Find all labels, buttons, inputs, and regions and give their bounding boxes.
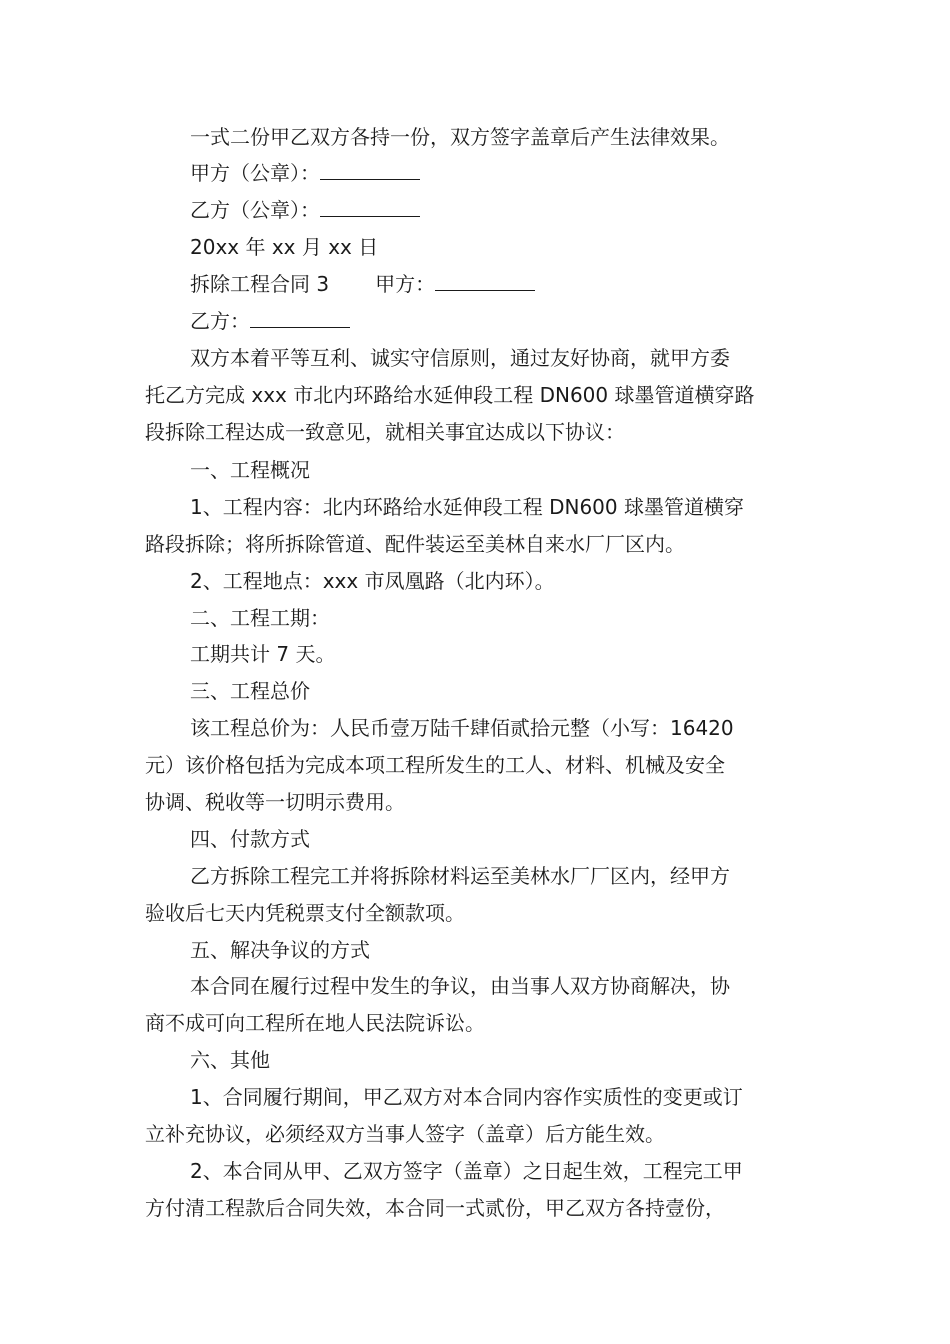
clause-paragraph: 乙方拆除工程完工并将拆除材料运至美林水厂厂区内，经甲方 验收后七天内凭税票支付全额款项。 — [145, 864, 730, 925]
clause-paragraph: 1、合同履行期间，甲乙双方对本合同内容作实质性的变更或订 立补充协议，必须经双方当事人签字（盖章）后方能生效。 — [145, 1085, 743, 1146]
clause-line: 工期共计 7 天。 — [190, 642, 336, 666]
section-heading: 五、解决争议的方式 — [190, 938, 370, 962]
section-heading: 三、工程总价 — [190, 679, 310, 703]
clause-paragraph: 2、本合同从甲、乙双方签字（盖章）之日起生效，工程完工甲 方付清工程款后合同失效，本合同一式贰份，甲乙双方各持壹份， — [145, 1159, 743, 1220]
date-line: 20xx 年 xx 月 xx 日 — [190, 235, 379, 259]
section-heading: 二、工程工期： — [190, 606, 330, 630]
signature-blank[interactable] — [435, 268, 535, 291]
party-b-seal-line: 乙方（公章）： — [145, 192, 807, 229]
clause-line: 2、工程地点：xxx 市凤凰路（北内环）。 — [190, 569, 555, 593]
signature-blank[interactable] — [320, 194, 420, 217]
section-heading: 六、其他 — [190, 1048, 270, 1072]
contract-title: 拆除工程合同 3 — [190, 272, 330, 296]
section-heading: 四、付款方式 — [190, 827, 310, 851]
closing-line: 一式二份甲乙双方各持一份，双方签字盖章后产生法律效果。 — [190, 125, 730, 149]
clause-paragraph: 本合同在履行过程中发生的争议，由当事人双方协商解决，协 商不成可向工程所在地人民法院诉讼。 — [145, 974, 730, 1035]
section-heading: 一、工程概况 — [190, 458, 310, 482]
signature-blank[interactable] — [320, 157, 420, 180]
signature-blank[interactable] — [250, 305, 350, 328]
intro-paragraph: 双方本着平等互利、诚实守信原则，通过友好协商，就甲方委 托乙方完成 xxx 市北内环路给水延伸段工程 DN600 球墨管道横穿路 段拆除工程达成一致意见，就相关事宜达成以下协议： — [145, 346, 755, 444]
contract-title-line: 拆除工程合同 3 甲方： — [145, 266, 807, 303]
clause-paragraph: 1、工程内容：北内环路给水延伸段工程 DN600 球墨管道横穿 路段拆除；将所拆除管道、配件装运至美林自来水厂厂区内。 — [145, 495, 744, 556]
party-b-line: 乙方： — [145, 303, 807, 340]
clause-paragraph: 该工程总价为：人民币壹万陆千肆佰贰拾元整（小写：16420 元）该价格包括为完成本项工程所发生的工人、材料、机械及安全 协调、税收等一切明示费用。 — [145, 716, 734, 814]
party-a-seal-line: 甲方（公章）： — [145, 155, 807, 192]
